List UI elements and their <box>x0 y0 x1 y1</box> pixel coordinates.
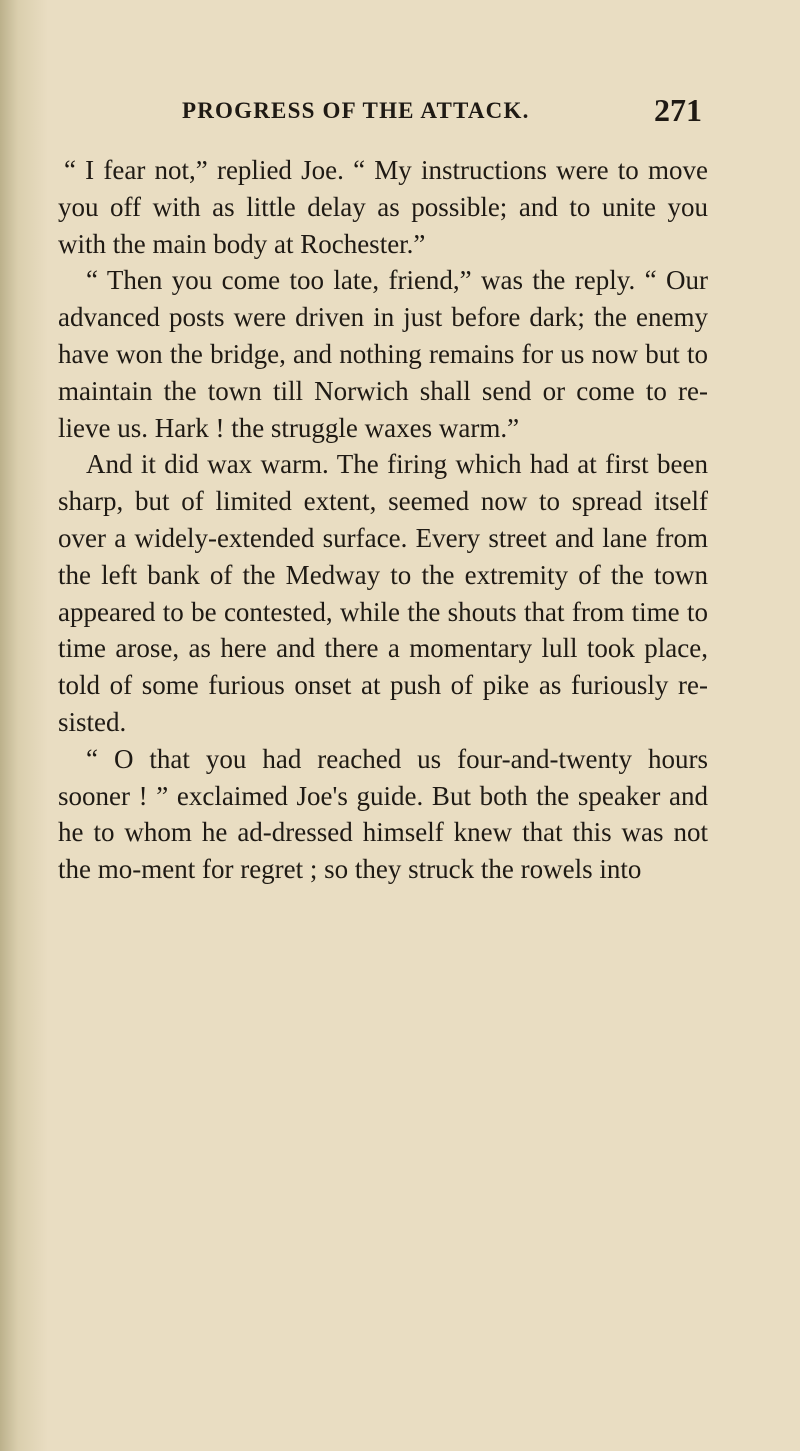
body-text <box>58 152 708 888</box>
paragraph-1: “ I fear not,” replied Joe. “ My instructions were to move you off with as little delay as possible; and to unite you with the main body at Rochester.” <box>58 155 708 259</box>
page-header <box>182 92 702 132</box>
paragraph-4: “ O that you had reached us four-and-twenty hours sooner ! ” exclaimed Joe's guide. But both the speaker and he to whom he ad-dressed himself knew that this was not the mo-ment for regret ; so they struck the rowels into <box>58 743 708 885</box>
paragraph-3: And it did wax warm. The firing which had at first been sharp, but of limited extent, seemed now to spread itself over a widely-extended surface. Every street and lane from the left bank of the Medway to the extremity of the town appeared to be contested, while the shouts that from time to time arose, as here and there a momentary lull took place, told of some furious onset at push of pike as furiously re-sisted. <box>58 449 708 737</box>
running-head: PROGRESS OF THE ATTACK. <box>182 98 530 123</box>
paragraph-2: “ Then you come too late, friend,” was the reply. “ Our advanced posts were driven in just before dark; the enemy have won the bridge, and nothing remains for us now but to maintain the town till Norwich shall send or come to re-lieve us. Hark ! the struggle waxes warm.” <box>58 265 708 443</box>
page-number: 271 <box>654 92 702 128</box>
